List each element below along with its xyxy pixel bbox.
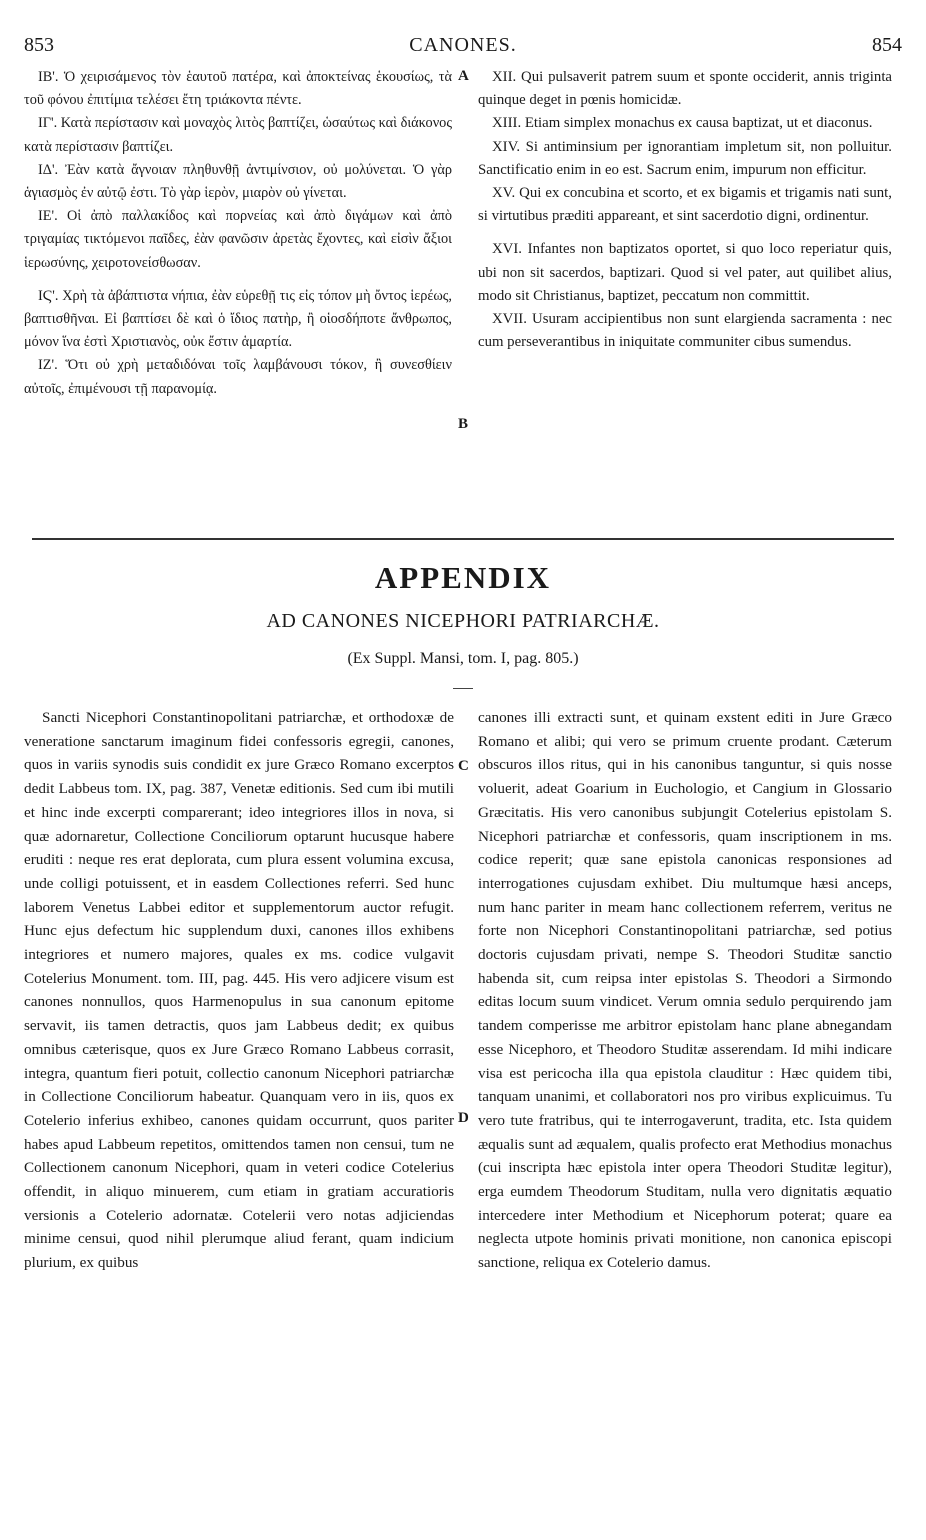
greek-canon-17: ΙΖ'. Ὅτι οὐ χρὴ μεταδιδόναι τοῖς λαμβάνουσι τόκον, ἢ συνεσθίειν αὐτοῖς, ἐπιμένουσι τῇ παρανομίᾳ. (24, 357, 452, 397)
greek-canon-14: ΙΔ'. Ἐὰν κατὰ ἄγνοιαν πληθυνθῇ ἀντιμίνσιον, οὐ μολύνεται. Ὁ γὰρ ἁγιασμὸς ἐν αὐτῷ ἐστι. Τὸ γὰρ ἱερὸν, μιαρὸν οὐ γίνεται. (24, 161, 452, 202)
latin-canon-12: XII. Qui pulsaverit patrem suum et sponte occiderit, annis triginta quinque deget in pœnis homicidæ. (478, 69, 892, 109)
greek-canon-12: ΙΒ'. Ὁ χειρισάμενος τὸν ἑαυτοῦ πατέρα, καὶ ἀποκτείνας ἑκουσίως, τὰ τοῦ φόνου ἐπιτίμια τελέσει ἔτη τριάκοντα πέντε. (24, 69, 452, 109)
latin-canons-column (478, 66, 892, 354)
latin-canon-13: XIII. Etiam simplex monachus ex causa baptizat, ut et diaconus. (492, 115, 873, 132)
latin-canon-16: XVI. Infantes non baptizatos oportet, si quo loco reperiatur quis, ubi non sit sacerdos, baptizari. Quod si vel pater, aut quilibet alius, modo sit Christianus, baptizet, peccatum non committit. (478, 241, 892, 304)
appendix-source: (Ex Suppl. Mansi, tom. I, pag. 805.) (347, 650, 579, 667)
body-left-text: Sancti Nicephori Constantinopolitani patriarchæ, et orthodoxæ de veneratione sanctarum imaginum fidei confessoris egregii, canones, quos in variis synodis suis condidit ex jure Græco Romano excerptos dedit Labbeus tom. IX, pag. 387, Venetæ editionis. Sed cum ibi mutili et hinc inde excerpti comparerant; ideo integriores illos in nova, si quæ adornaretur, Collectione Conciliorum optarunt hucusque habere eruditi : neque res erat deplorata, cum plura essent volumina excusa, unde colligi potuissent, et in easdem Collectiones referri. Sed hunc laborem Venetus Labbei editor et supplementorum auctor refugit. Hunc ejus defectum hic supplendum duxi, canones illos exhibens integriores et numero majores, quales ex ms. codice vulgavit Cotelerius Monument. tom. III, pag. 445. His vero adjicere visum est canones nonnullos, quos Harmenopulus in sua canonum epitome servavit, iis tamen detractis, quos jam Labbeus dedit; ex quibus omnibus cæterisque, quos ex Jure Græco Romano Labbeus corrasit, integra, quantum fieri potuit, collectio canonum Nicephori patriarchæ in Collectione Conciliorum habeatur. Quanquam vero in iis, quos ex Cotelerio inferius exhibeo, canones quidam occurrunt, quos pariter habes apud Labbeum repetitos, omittendos tamen non censui, tum ne Collectionem canonum Nicephori, quam in veteri codice Cotelerius offendit, in aliquo minuerem, cum etiam in gratiam accuratioris versionis a Cotelerio adornatæ. Cotelerii vero notas adjiciendas minime censui, quod nihil plerumque aliud ferant, quam indicium plurium, ex quibus (24, 709, 454, 1272)
greek-canon-16: ΙϚ'. Χρὴ τὰ ἀβάπτιστα νήπια, ἐὰν εὑρεθῇ τις εἰς τόπον μὴ ὄντος ἱερέως, βαπτισθῆναι. Εἰ βαπτίσει δὲ καὶ ὁ ἴδιος πατὴρ, ἢ οἱοσδήποτε ἄνθρωπος, μόνον ἵνα ἐστὶ Χριστιανὸς, οὐκ ἔστιν ἁμαρτία. (24, 287, 452, 351)
margin-letter-b: B (458, 416, 469, 432)
page-number-left: 853 (24, 34, 54, 56)
body-right-column (478, 706, 892, 1275)
running-header (24, 34, 902, 58)
appendix-title: APPENDIX (374, 560, 552, 595)
body-left-column (24, 706, 454, 1275)
section-divider (32, 538, 894, 540)
margin-letter-a: A (458, 68, 469, 84)
latin-canon-14: XIV. Si antiminsium per ignorantiam impletum sit, non polluitur. Sanctificatio enim in eo est. Sacrum enim, impurum non efficitur. (478, 138, 892, 178)
appendix-subtitle: AD CANONES NICEPHORI PATRIARCHÆ. (266, 610, 660, 632)
greek-canons-column (24, 66, 452, 401)
greek-canon-13: ΙΓ'. Κατὰ περίστασιν καὶ μοναχὸς λιτὸς βαπτίζει, ὡσαύτως καὶ διάκονος κατὰ περίστασιν βαπτίζει. (24, 115, 452, 155)
margin-letter-c: C (458, 758, 469, 774)
short-rule (453, 688, 473, 689)
greek-canon-15: ΙΕ'. Οἱ ἀπὸ παλλακίδος καὶ πορνείας καὶ ἀπὸ διγάμων καὶ ἀπὸ τριγαμίας τικτόμενοι παῖδες, ἐὰν φανῶσιν ἀρετὰς ἔχοντες, καὶ εἰσὶν ἄξιοι ἱερωσύνης, χειροτονείσθωσαν. (24, 208, 452, 271)
latin-canon-17: XVII. Usuram accipientibus non sunt elargienda sacramenta : nec cum perseverantibus in iniquitate communiter cibus sumendus. (478, 311, 892, 351)
body-right-text: canones illi extracti sunt, et quinam exstent editi in Jure Græco Romano et alibi; qui vero se primum cruente prodant. Cæterum obscuros illos ritus, qui in his canonibus tanguntur, si quis nosse voluerit, adeat Goarium in Euchologio, et Cangium in Glossario Græcitatis. His vero canonibus subjungit Cotelerius epistolam S. Nicephori patriarchæ et confessoris, quam inscriptionem in ms. codice reperit; quæ sane epistola canonicas responsiones ad interrogationes cujusdam exhibet. Diu multumque hæsi anceps, num hanc pariter in meam hanc collectionem referrem, veritus ne forte non Nicephori Constantinopolitani patriarchæ, sed potius doctoris cujusdam privati, nempe S. Theodori Studitæ sanctio habenda sit, cum reipsa inter epistolas S. Theodori a Sirmondo editas locum suum vindicet. Verum omnia sedulo perquirendo jam tandem comperisse me arbitror epistolam hanc plane abnegandam esse Nicephoro, et Theodoro Studitæ asserendam. Id mihi indicare visa est pericocha illa qua epistola clauditur : Hæc quidem tibi, tanquam unanimi, et collaboratori nos pro viribus explicuimus. Tu vero tute fratribus, qui te interrogaverunt, tradita, etc. Ista quidem æqualis sunt ad æqualem, qualis profecto erat Methodius monachus (cui inscripta hæc epistola inter opera Theodori Studitæ legitur), erga eumdem Theodorum Studitam, nulla vero dignitatis æquatio intercedere inter Methodium et Nicephorum poterat; quare ea neglecta utpote hominis privati monitione, non canonica episcopi sanctione, reliqua ex Cotelerio damus. (478, 709, 892, 1272)
latin-canon-15: XV. Qui ex concubina et scorto, et ex bigamis et trigamis nati sunt, si virtutibus præditi appareant, et sint sacerdotio digni, ordinentur. (478, 185, 892, 225)
margin-letter-d: D (458, 1110, 469, 1126)
page-number-right: 854 (872, 34, 902, 56)
running-title: CANONES. (409, 34, 517, 56)
